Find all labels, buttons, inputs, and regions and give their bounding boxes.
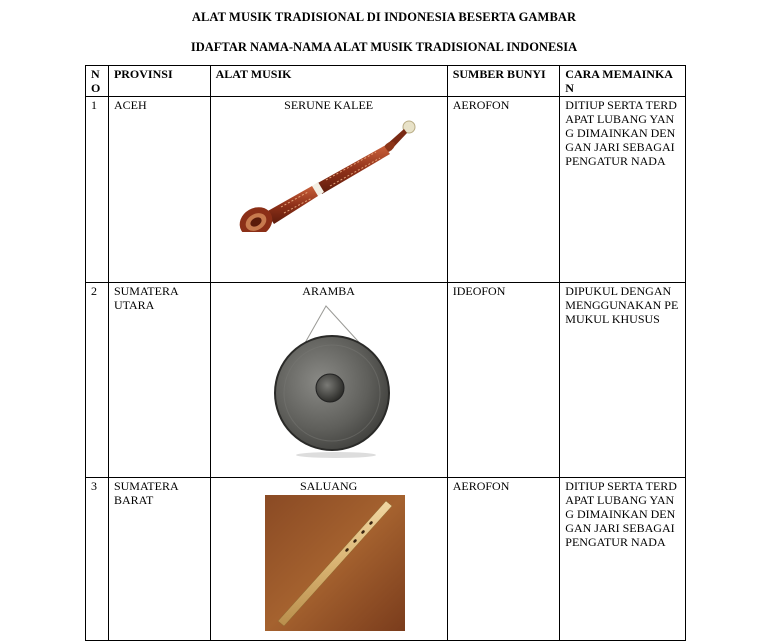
- table-row: [86, 478, 686, 641]
- row-cara-memainkan: DITIUP SERTA TERDAPAT LUBANG YANG DIMAINKAN DENGAN JARI SEBAGAI PENGATUR NADA: [560, 97, 686, 283]
- row-sumber-bunyi: AEROFON: [447, 478, 560, 641]
- row-sumber-bunyi: IDEOFON: [447, 283, 560, 478]
- header-provinsi: PROVINSI: [108, 66, 210, 97]
- table-row: [86, 97, 686, 283]
- row-alat-musik-cell: [210, 97, 447, 283]
- header-sumber-bunyi: SUMBER BUNYI: [447, 66, 560, 97]
- serune-kalee-image-svg: [226, 112, 431, 232]
- header-no-line2: O: [91, 81, 101, 95]
- row-alat-musik: SERUNE KALEE: [284, 98, 374, 112]
- row-alat-musik: ARAMBA: [302, 284, 355, 298]
- saluang-image-svg: [226, 493, 431, 633]
- gong-image: [216, 298, 442, 466]
- gong-image-svg: [226, 298, 431, 463]
- row-no: 2: [86, 283, 109, 478]
- document-subtitle: IDAFTAR NAMA-NAMA ALAT MUSIK TRADISIONAL INDONESIA: [190, 40, 578, 54]
- header-no: [86, 66, 109, 97]
- row-provinsi: SUMATERA BARAT: [108, 478, 210, 641]
- row-sumber-bunyi: AEROFON: [447, 97, 560, 283]
- row-cara-memainkan: DIPUKUL DENGAN MENGGUNAKAN PEMUKUL KHUSUS: [560, 283, 686, 478]
- row-cara-memainkan: DITIUP SERTA TERDAPAT LUBANG YANG DIMAINKAN DENGAN JARI SEBAGAI PENGATUR NADA: [560, 478, 686, 641]
- row-alat-musik-cell: [210, 283, 447, 478]
- header-alat-musik: ALAT MUSIK: [210, 66, 447, 97]
- row-provinsi: SUMATERA UTARA: [108, 283, 210, 478]
- table-header-row: [86, 66, 686, 97]
- instrument-table: [85, 65, 686, 641]
- saluang-image: [216, 493, 442, 636]
- document-title: ALAT MUSIK TRADISIONAL DI INDONESIA BESERTA GAMBAR: [191, 10, 577, 24]
- row-provinsi: ACEH: [108, 97, 210, 283]
- table-row: [86, 283, 686, 478]
- row-alat-musik: SALUANG: [299, 479, 358, 493]
- header-no-line1: N: [91, 67, 100, 81]
- serune-kalee-image: [216, 112, 442, 235]
- header-cara-memainkan: CARA MEMAINKAN: [560, 66, 686, 97]
- row-alat-musik-cell: [210, 478, 447, 641]
- row-no: 1: [86, 97, 109, 283]
- row-no: 3: [86, 478, 109, 641]
